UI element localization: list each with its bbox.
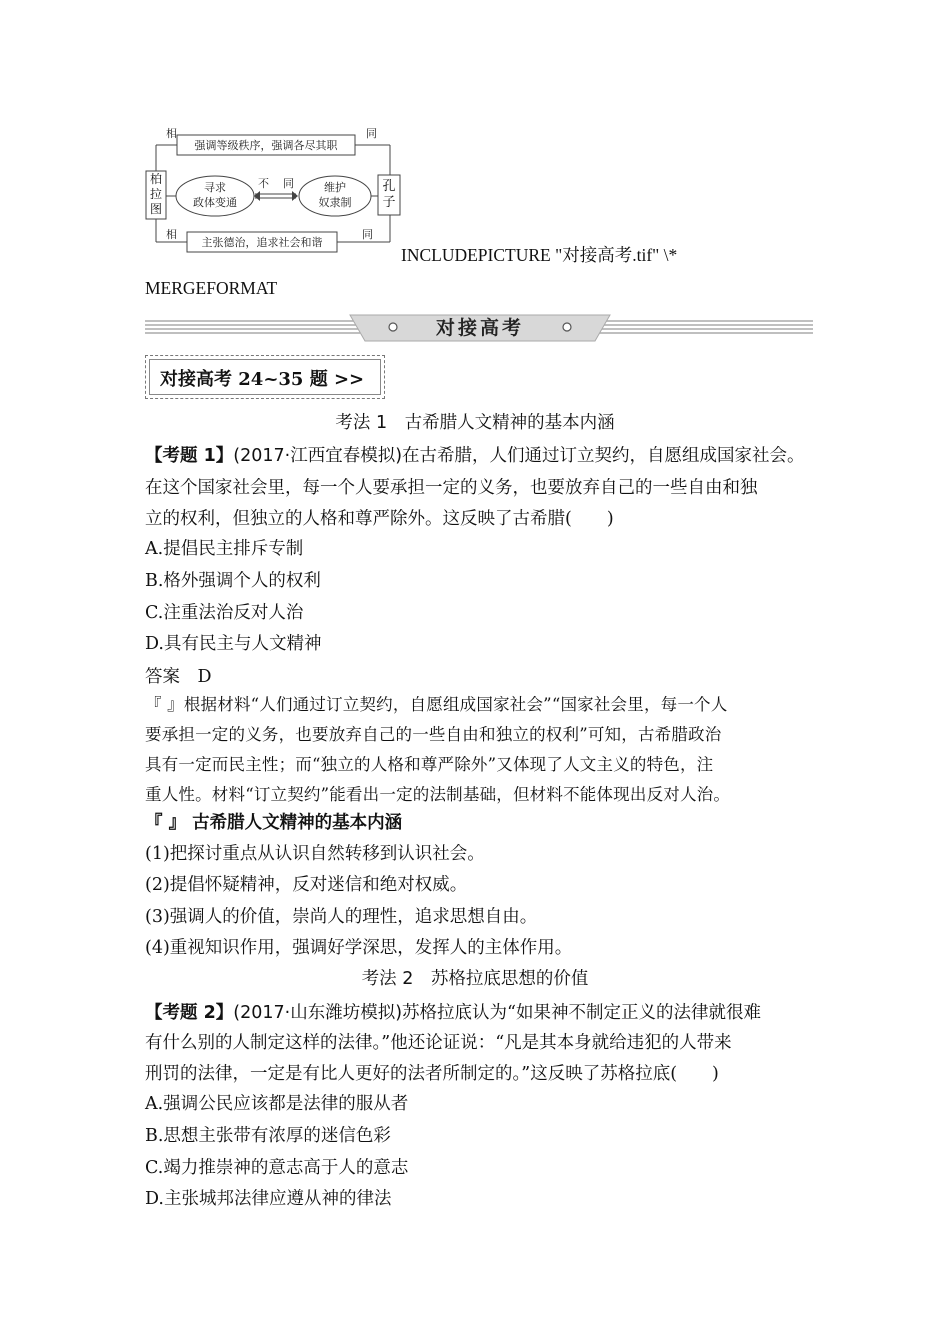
method2-question-line1 [145,1002,761,1024]
right-ellipse-line1: 维护 [324,181,346,194]
method2-heading: 考法 2 苏格拉底思想的价值 [361,969,589,989]
top-left-mark: 相 [166,127,177,140]
arrow-left-mark: 不 [258,177,269,190]
method2-question-line2: 有什么别的人制定这样的法律。”他还论证说：“凡是其本身就给违犯的人带来 [145,1033,732,1053]
answer-label: 答案 [145,667,180,687]
method1-option-a: A.提倡民主排斥专制 [145,539,304,559]
section-banner-title: 对接高考 [435,317,524,339]
method2-option-b: B.思想主张带有浓厚的迷信色彩 [145,1126,391,1146]
method1-answer [145,666,212,688]
right-vertical-label: 孔子 [382,179,396,210]
method2-question-line3: 刑罚的法律，一定是有比人更好的法者所制定的。”这反映了苏格拉底( ) [145,1064,719,1084]
method1-option-c: C.注重法治反对人治 [145,603,304,623]
method1-heading: 考法 1 古希腊人文精神的基本内涵 [335,413,615,433]
method2-option-c: C.竭力推崇神的意志高于人的意志 [145,1158,409,1178]
method1-point-2: (2)提倡怀疑精神，反对迷信和绝对权威。 [145,875,468,895]
left-vertical-label: 柏拉图 [149,172,162,216]
left-ellipse-line2: 政体变通 [193,196,237,209]
include-field-text: INCLUDEPICTURE "对接高考.tif" \* [401,245,678,265]
method1-option-d: D.具有民主与人文精神 [145,634,322,654]
merge-format-text: MERGEFORMAT [145,278,278,298]
method2-question-source: (2017·山东潍坊模拟) [233,1003,403,1023]
left-ellipse-line1: 寻求 [204,181,226,194]
top-box-text: 强调等级秩序，强调各尽其职 [194,139,338,152]
top-right-mark: 同 [366,127,377,140]
method1-point-4: (4)重视知识作用，强调好学深思，发挥人的主体作用。 [145,938,573,958]
method1-explanation-line2: 要承担一定的义务，也要放弃自己的一些自由和独立的权利”可知，古希腊政治 [145,725,722,744]
right-ellipse-line2: 奴隶制 [318,196,352,209]
method1-option-b: B.格外强调个人的权利 [145,571,321,591]
bottom-left-mark: 相 [166,228,177,241]
method2-question-tag: 【考题 2】 [145,1003,234,1023]
method1-point-1: (1)把探讨重点从认识自然转移到认识社会。 [145,844,485,864]
method1-explanation-line1: 『 』根据材料“人们通过订立契约，自愿组成国家社会”“国家社会里，每一个人 [145,695,728,714]
sub-banner-text: 对接高考 24~35 题 >> [160,369,365,390]
method1-question-line1 [145,445,805,467]
method1-explanation-line4: 重人性。材料“订立契约”能看出一定的法制基础，但材料不能体现出反对人治。 [145,785,731,804]
arrow-right-mark: 同 [283,177,294,190]
method1-explanation-line3: 具有一定而民主性；而“独立的人格和尊严除外”又体现了人文主义的特色，注 [145,755,714,774]
method1-question-text1: 在古希腊，人们通过订立契约，自愿组成国家社会。 [402,446,805,466]
method1-question-tag: 【考题 1】 [145,446,234,466]
method2-option-d: D.主张城邦法律应遵从神的律法 [145,1189,392,1209]
method1-point-3: (3)强调人的价值，崇尚人的理性，追求思想自由。 [145,907,538,927]
bottom-right-mark: 同 [362,228,373,241]
method1-question-line2: 在这个国家社会里，每一个人要承担一定的义务，也要放弃自己的一些自由和独 [145,478,758,498]
answer-value: D [197,667,212,687]
bottom-box-text: 主张德治，追求社会和谐 [201,236,323,249]
method1-question-source: (2017·江西宜春模拟) [233,446,403,466]
method1-summary-title: 『 』 古希腊人文精神的基本内涵 [145,813,403,833]
method2-option-a: A.强调公民应该都是法律的服从者 [145,1094,409,1114]
comparison-diagram [140,125,410,255]
sub-banner [145,355,385,399]
banner-left-dot [389,323,397,331]
method2-question-text1: 苏格拉底认为“如果神不制定正义的法律就很难 [402,1003,761,1023]
banner-right-dot [563,323,571,331]
method1-question-line3: 立的权利，但独立的人格和尊严除外。这反映了古希腊( ) [145,509,614,529]
